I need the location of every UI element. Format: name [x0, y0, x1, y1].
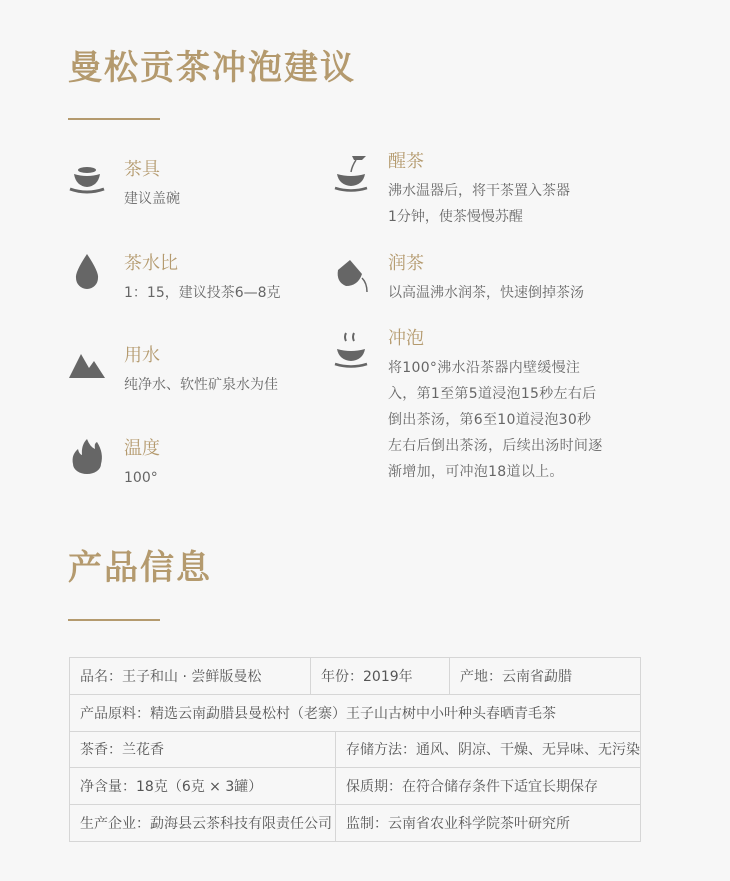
- steaming-bowl-icon: [332, 331, 370, 369]
- table-row: [70, 768, 641, 805]
- info-section-title: 产品信息: [68, 548, 212, 588]
- info-cell: 茶香：兰花香: [70, 731, 336, 768]
- brew-item-teaware: [68, 158, 180, 212]
- flame-icon: [68, 437, 106, 475]
- info-cell: 存储方法：通风、阴凉、干燥、无异味、无污染: [336, 731, 641, 768]
- info-cell: 产品原料：精选云南勐腊县曼松村（老寨）王子山古树中小叶种头春晒青毛茶: [70, 695, 641, 732]
- product-info-table: [69, 657, 641, 732]
- info-cell: 净含量：18克（6克 × 3罐）: [70, 768, 336, 805]
- tea-bowl-icon: [68, 158, 106, 196]
- brew-item-title: 茶水比: [124, 253, 178, 274]
- brew-item-ratio: [68, 252, 281, 306]
- brew-item-water: [68, 344, 278, 398]
- brew-item-title: 用水: [124, 345, 160, 366]
- brew-item-desc: 沸水温器后，将干茶置入茶器 1分钟，使茶慢慢苏醒: [388, 183, 570, 225]
- brew-item-title: 温度: [124, 438, 160, 459]
- table-row: [70, 695, 641, 732]
- brew-item-awaken: [332, 150, 570, 230]
- brew-item-desc: 建议盖碗: [124, 191, 180, 207]
- brew-item-title: 润茶: [388, 253, 424, 274]
- product-info-table-2: [69, 731, 641, 842]
- table-row: [70, 731, 641, 768]
- info-cell: 年份：2019年: [311, 658, 450, 695]
- info-cell: 产地：云南省勐腊: [450, 658, 641, 695]
- brew-item-steep: [332, 327, 603, 485]
- tipping-cup-icon: [332, 256, 370, 294]
- info-cell: 监制：云南省农业科学院茶叶研究所: [336, 805, 641, 842]
- brew-item-desc: 纯净水、软性矿泉水为佳: [124, 377, 278, 393]
- brew-item-desc: 100°: [124, 470, 158, 486]
- brew-item-temperature: [68, 437, 160, 491]
- table-row: [70, 805, 641, 842]
- info-cell: 保质期：在符合储存条件下适宜长期保存: [336, 768, 641, 805]
- brew-item-title: 冲泡: [388, 328, 424, 349]
- brew-item-desc: 1：15，建议投茶6—8克: [124, 285, 281, 301]
- brew-item-desc: 以高温沸水润茶，快速倒掉茶汤: [388, 285, 584, 301]
- title-underline: [68, 118, 160, 120]
- brew-item-title: 茶具: [124, 159, 160, 180]
- info-cell: 品名：王子和山 · 尝鲜版曼松: [70, 658, 311, 695]
- brew-item-rinse: [332, 252, 584, 306]
- brew-item-desc: 将100°沸水沿茶器内壁缓慢注 入，第1至第5道浸泡15秒左右后 倒出茶汤，第6至10道浸泡30秒 左右后倒出茶汤，后续出汤时间逐 渐增加，可冲泡18道以上。: [388, 360, 603, 480]
- brew-section-title: 曼松贡茶冲泡建议: [68, 48, 356, 88]
- info-cell: 生产企业：勐海县云茶科技有限责任公司: [70, 805, 336, 842]
- table-row: [70, 658, 641, 695]
- title-underline: [68, 619, 160, 621]
- pouring-bowl-icon: [332, 154, 370, 192]
- brew-item-title: 醒茶: [388, 151, 424, 172]
- mountain-icon: [68, 344, 106, 382]
- water-drop-icon: [68, 252, 106, 290]
